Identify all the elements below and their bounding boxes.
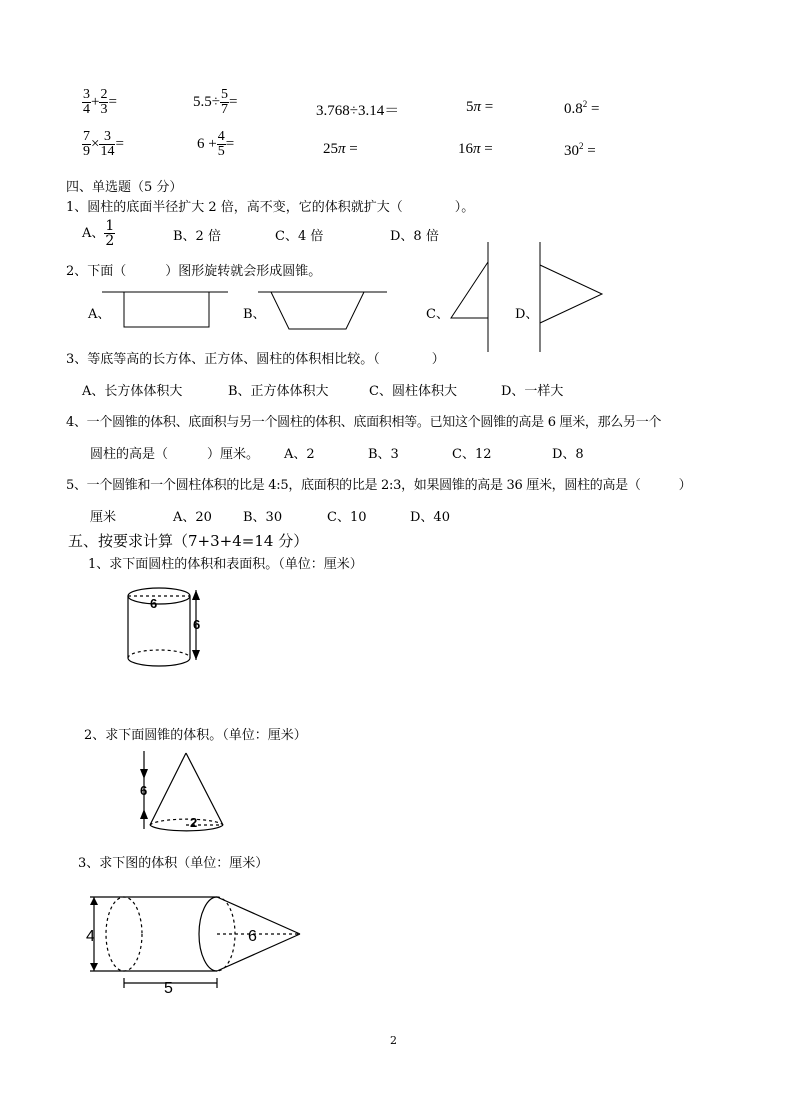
q2-option-a: A、 xyxy=(88,307,111,322)
q5-text-cont: 厘米 xyxy=(90,510,117,525)
q1-option-d: D、8 倍 xyxy=(390,229,439,244)
q3-option-d: D、一样大 xyxy=(501,384,564,399)
calc-row1-expr2: 5.5÷ $\frac{5}{7}$ = xyxy=(193,87,238,117)
q1-option-a: A、 $\frac{1}{2}$ xyxy=(82,218,115,249)
q5-text: 5、一个圆锥和一个圆柱体积的比是 4:5，底面积的比是 2:3，如果圆锥的高是 36 厘米，圆柱的高是（ ） xyxy=(66,478,692,493)
calc-row2-expr3: 25π = xyxy=(323,141,358,157)
p2-text: 2、求下面圆锥的体积。（单位：厘米） xyxy=(84,728,307,743)
q1-text: 1、圆柱的底面半径扩大 2 倍，高不变，它的体积就扩大（ ）。 xyxy=(66,200,475,215)
q1-option-b: B、2 倍 xyxy=(173,229,221,244)
calc-row1-expr5: $0.8^2$ = xyxy=(564,99,600,117)
q2-shape-c-triangle xyxy=(451,242,488,352)
q2-option-b: B、 xyxy=(243,307,266,322)
q4-option-a: A、2 xyxy=(284,447,315,462)
q3-option-b: B、正方体体积大 xyxy=(228,384,329,399)
calc-row2-expr4: 16π = xyxy=(458,141,493,157)
q5-option-c: C、10 xyxy=(327,510,367,525)
q4-text-cont: 圆柱的高是（ ）厘米。 xyxy=(90,447,260,462)
p1-cylinder-figure xyxy=(110,580,220,685)
q4-option-b: B、3 xyxy=(368,447,399,462)
q2-option-d: D、 xyxy=(515,307,539,322)
calc-row1-expr1: $\frac{3}{4}$ + $\frac{2}{3}$ = xyxy=(83,87,117,117)
q1-option-c: C、4 倍 xyxy=(275,229,324,244)
q2-option-c: C、 xyxy=(426,307,449,322)
p3-length-label: 5 xyxy=(164,980,173,997)
p3-diameter-label: 4 xyxy=(86,928,95,945)
q5-option-d: D、40 xyxy=(410,510,450,525)
calc-row2-expr2: 6 + $\frac{4}{5}$ = xyxy=(197,129,235,159)
calc-row2-expr1: $\frac{7}{9}$ × $\frac{3}{14}$ = xyxy=(83,129,124,159)
q2-shapes xyxy=(0,0,789,360)
p1-diameter-label: 6 xyxy=(150,596,158,611)
q2-shape-d-triangle xyxy=(540,242,602,352)
q5-option-a: A、20 xyxy=(173,510,212,525)
calc-row1-expr3: 3.768÷3.14＝ xyxy=(316,103,400,119)
page-number: 2 xyxy=(390,1034,397,1047)
p2-cone-figure xyxy=(130,745,230,837)
p3-text: 3、求下图的体积（单位：厘米） xyxy=(78,856,269,871)
calc-row2-expr5: $30^2$ = xyxy=(564,141,596,159)
q2-shape-b-trapezoid xyxy=(258,292,387,329)
q5-option-b: B、30 xyxy=(243,510,283,525)
p3-composite-figure xyxy=(80,890,310,998)
q3-text: 3、等底等高的长方体、正方体、圆柱的体积相比较。（ ） xyxy=(66,352,445,367)
p2-height-label: 6 xyxy=(140,783,148,798)
q2-text: 2、下面（ ）图形旋转就会形成圆锥。 xyxy=(66,264,322,279)
p1-height-label: 6 xyxy=(193,617,201,632)
p3-cone-height-label: 6 xyxy=(248,928,257,945)
section4-title: 四、单选题（5 分） xyxy=(66,180,183,195)
calc-row1-expr4: 5π = xyxy=(466,99,494,115)
p1-text: 1、求下面圆柱的体积和表面积。（单位：厘米） xyxy=(88,557,363,572)
q4-option-c: C、12 xyxy=(452,447,492,462)
q4-option-d: D、8 xyxy=(552,447,584,462)
p2-radius-label: 2 xyxy=(190,815,198,830)
q2-shape-a-rectangle xyxy=(102,292,228,327)
q4-text: 4、一个圆锥的体积、底面积与另一个圆柱的体积、底面积相等。已知这个圆锥的高是 6 厘米，那么另一个 xyxy=(66,415,662,430)
q3-option-c: C、圆柱体积大 xyxy=(369,384,457,399)
q3-option-a: A、长方体体积大 xyxy=(82,384,183,399)
section5-title: 五、按要求计算（7+3+4=14 分） xyxy=(68,532,309,550)
